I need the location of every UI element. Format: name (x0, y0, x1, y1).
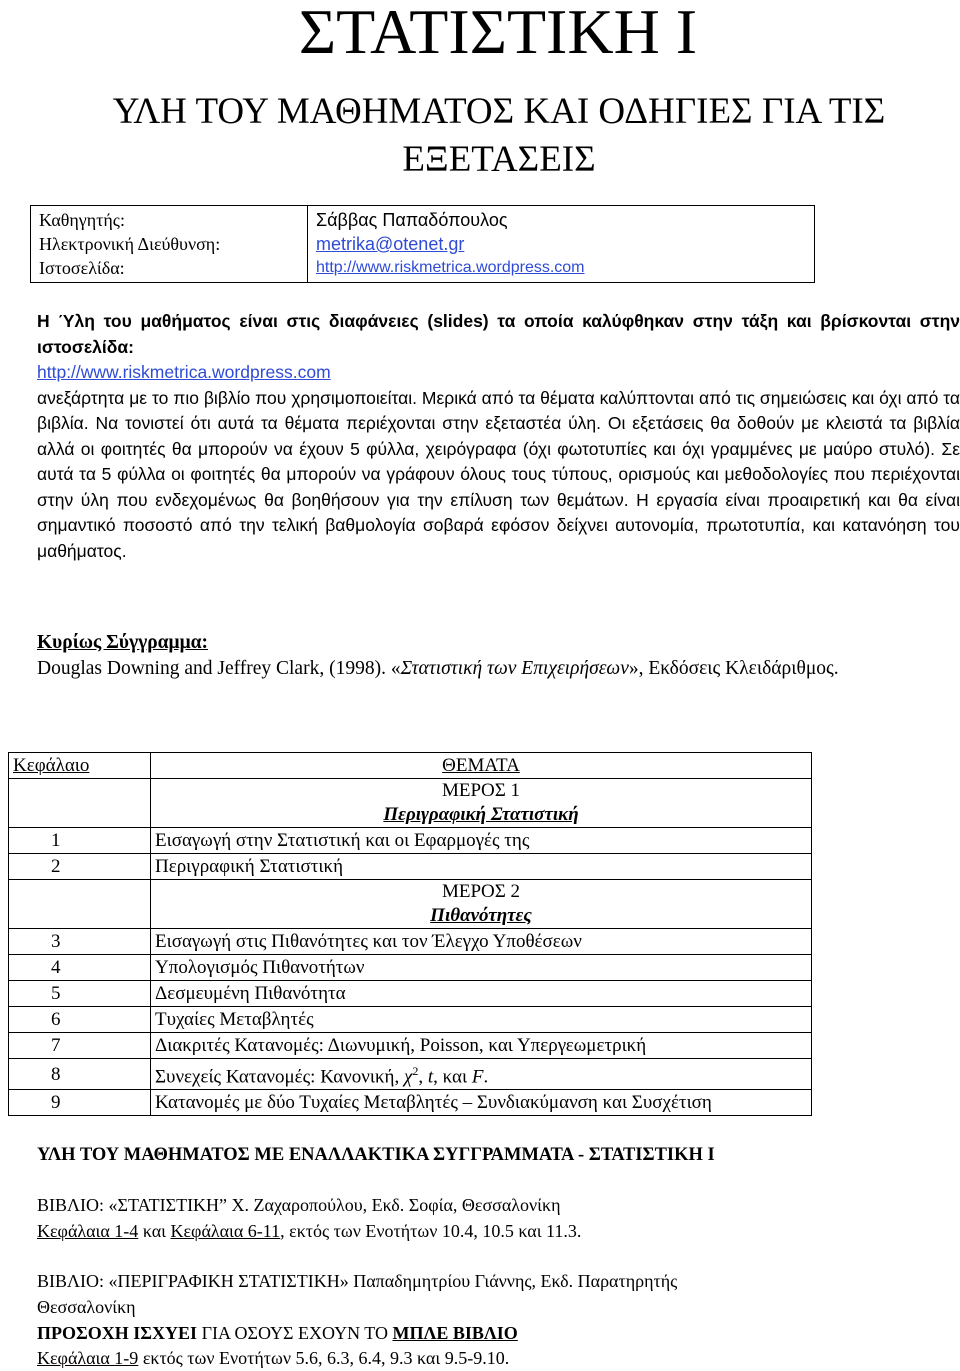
chapter-number: 7 (9, 1033, 151, 1059)
page-subtitle (38, 88, 960, 184)
chapter-8-prefix: Συνεχείς Κατανομές: Κανονική, (155, 1066, 404, 1088)
chapter-number: 9 (9, 1090, 151, 1116)
main-textbook (37, 630, 960, 682)
period: . (483, 1066, 489, 1088)
chapter-number: 5 (9, 981, 151, 1007)
chapter-topic: Διακριτές Κατανομές: Διωνυμική, Poisson, και Υπεργεωμετρική (151, 1033, 812, 1059)
intro-line-1 (37, 309, 960, 360)
alternatives-heading: ΥΛΗ ΤΟΥ ΜΑΘΗΜΑΤΟΣ ΜΕ ΕΝΑΛΛΑΚΤΙΚΑ ΣΥΓΓΡΑΜΜΑΤΑ - ΣΤΑΤΙΣΤΙΚΗ Ι (37, 1145, 715, 1165)
chapter-row (9, 1033, 812, 1059)
subtitle-line-2: ΕΞΕΤΑΣΕΙΣ (402, 139, 596, 180)
book-1-chapters (37, 1218, 960, 1244)
intro-heading-text: Η Ύλη του μαθήματος είναι στις διαφάνειες (slides) τα οποία καλύφθηκαν στην τάξη και βρίσκονται στην ιστοσελίδα: (37, 311, 960, 357)
part-1-subtitle: Περιγραφική Στατιστική (383, 804, 579, 825)
book-1-chapters-a: Κεφάλαια 1-4 (37, 1221, 139, 1241)
part-2-subtitle: Πιθανότητες (430, 905, 532, 926)
email-cell (308, 232, 815, 256)
info-row-email (31, 232, 815, 256)
chapter-topic: Υπολογισμός Πιθανοτήτων (151, 955, 812, 981)
empty-cell (9, 880, 151, 929)
chapter-number: 4 (9, 955, 151, 981)
chapter-number: 3 (9, 929, 151, 955)
chapter-row (9, 1007, 812, 1033)
instructor-info-table (30, 205, 815, 283)
intro-link-line (37, 360, 960, 386)
chapter-topic: Κατανομές με δύο Τυχαίες Μεταβλητές – Συνδιακύμανση και Συσχέτιση (151, 1090, 812, 1116)
book-1-title: ΒΙΒΛΙΟ: «ΣΤΑΤΙΣΤΙΚΗ” Χ. Ζαχαροπούλου, Εκδ. Σοφία, Θεσσαλονίκη (37, 1195, 561, 1215)
book-1-chapters-b: Κεφάλαια 6-11 (170, 1221, 281, 1241)
page-title: ΣΤΑΤΙΣΤΙΚΗ Ι (298, 0, 698, 67)
part-1-cell (151, 779, 812, 828)
info-label: Καθηγητής: (31, 206, 308, 233)
part-1-title: ΜΕΡΟΣ 1 (441, 780, 521, 801)
chapter-topic (151, 1059, 812, 1090)
topics-table (8, 752, 812, 1116)
col-header-topics-text: ΘΕΜΑΤΑ (442, 755, 520, 776)
chapter-topic: Εισαγωγή στην Στατιστική και οι Εφαρμογές της (151, 828, 812, 854)
col-header-chapter (9, 753, 151, 779)
notice-line (37, 1320, 960, 1346)
chapter-row (9, 981, 812, 1007)
notice-text: ΓΙΑ ΟΣΟΥΣ ΕΧΟΥΝ ΤΟ (201, 1323, 393, 1343)
chapter-topic: Περιγραφική Στατιστική (151, 854, 812, 880)
empty-cell (9, 779, 151, 828)
chapter-row (9, 854, 812, 880)
book-2-city: Θεσσαλονίκη (37, 1297, 136, 1317)
col-header-topics (151, 753, 812, 779)
separator: , (418, 1066, 428, 1088)
course-website-link[interactable]: http://www.riskmetrica.wordpress.com (37, 362, 331, 382)
topics-header-row (9, 753, 812, 779)
chapter-number: 2 (9, 854, 151, 880)
info-row-professor (31, 206, 815, 233)
chapter-row (9, 1059, 812, 1090)
f-symbol: F (471, 1066, 484, 1088)
textbook-citation (37, 656, 960, 682)
chapter-row (9, 929, 812, 955)
part-2-title: ΜΕΡΟΣ 2 (441, 881, 521, 902)
book-1-exclusions: , εκτός των Ενοτήτων 10.4, 10.5 και 11.3. (280, 1221, 582, 1241)
chapter-row (9, 955, 812, 981)
book-2-title: ΒΙΒΛΙΟ: «ΠΕΡΙΓΡΑΦΙΚΗ ΣΤΑΤΙΣΤΙΚΗ» Παπαδημητρίου Γιάννης, Εκδ. Παρατηρητής (37, 1271, 678, 1291)
chi-symbol: χ (403, 1066, 413, 1088)
textbook-publisher: », Εκδόσεις Κλειδάριθμος. (628, 658, 839, 679)
subtitle-line-1: ΥΛΗ ΤΟΥ ΜΑΘΗΜΑΤΟΣ ΚΑΙ ΟΔΗΓΙΕΣ ΓΙΑ ΤΙΣ (112, 91, 886, 132)
chapter-topic: Δεσμευμένη Πιθανότητα (151, 981, 812, 1007)
chapter-topic: Τυχαίες Μεταβλητές (151, 1007, 812, 1033)
info-label: Ιστοσελίδα: (31, 256, 308, 283)
book-2-chapters (37, 1345, 960, 1371)
chapter-number: 8 (9, 1059, 151, 1090)
separator: , και (433, 1066, 472, 1088)
chapter-row (9, 828, 812, 854)
chapter-row (9, 1090, 812, 1116)
part-2-cell (151, 880, 812, 929)
email-link[interactable]: metrika@otenet.gr (316, 234, 465, 254)
part-1-row (9, 779, 812, 828)
textbook-authors: Douglas Downing and Jeffrey Clark, (1998). « (37, 658, 401, 679)
col-header-chapter-text: Κεφάλαιο (13, 755, 90, 776)
book-2-chapters-range: Κεφάλαια 1-9 (37, 1348, 139, 1368)
info-row-website (31, 256, 815, 283)
textbook-heading: Κυρίως Σύγγραμμα: (37, 632, 209, 653)
chi-exponent: 2 (412, 1064, 419, 1078)
part-2-row (9, 880, 812, 929)
professor-name: Σάββας Παπαδόπουλος (308, 206, 815, 233)
website-cell (308, 256, 815, 283)
notice-blue-book: ΜΠΛΕ ΒΙΒΛΙΟ (392, 1323, 518, 1343)
intro-body: ανεξάρτητα με το πιο βιβλίο που χρησιμοποιείται. Μερικά από τα θέματα καλύπτονται από τις σημειώσεις και όχι από τα βιβλία. Να τονιστεί ότι αυτά τα θέματα περιέχονται στην εξεταστέα ύλη. Οι εξετάσεις θα δοθούν με κλειστά τα βιβλία αλλά οι φοιτητές θα μπορούν να έχουν 5 φύλλα, χειρόγραφα (όχι φωτοτυπίες και όχι γραμμένες με μαύρο στυλό). Σε αυτά τα 5 φύλλα οι φοιτητές θα μπορούν να γράφουν όλους τους τύπους, ορισμούς και μεθοδολογίες που περιέχονται στην ύλη που ενδεχομένως θα βοηθήσουν για την επίλυση των θεμάτων. Η εργασία είναι προαιρετική και θα είναι σημαντικό ποσοστό από την τελική βαθμολογία σοβαρά εφόσον δείχνει αυτονομία, πρωτοτυπία, και κατανόηση του μαθήματος. (37, 387, 960, 561)
chapter-number: 1 (9, 828, 151, 854)
info-label: Ηλεκτρονική Διεύθυνση: (31, 232, 308, 256)
t-symbol: t (427, 1066, 434, 1088)
book-2-exclusions: εκτός των Ενοτήτων 5.6, 6.3, 6.4, 9.3 και 9.5-9.10. (138, 1348, 510, 1368)
textbook-title: Στατιστική των Επιχειρήσεων (400, 658, 629, 679)
intro-paragraph (37, 309, 960, 564)
conjunction: και (138, 1221, 171, 1241)
chapter-topic: Εισαγωγή στις Πιθανότητες και τον Έλεγχο Υποθέσεων (151, 929, 812, 955)
notice-bold: ΠΡΟΣΟΧΗ ΙΣΧΥΕΙ (37, 1323, 202, 1343)
website-link[interactable]: http://www.riskmetrica.wordpress.com (316, 259, 585, 276)
chapter-number: 6 (9, 1007, 151, 1033)
